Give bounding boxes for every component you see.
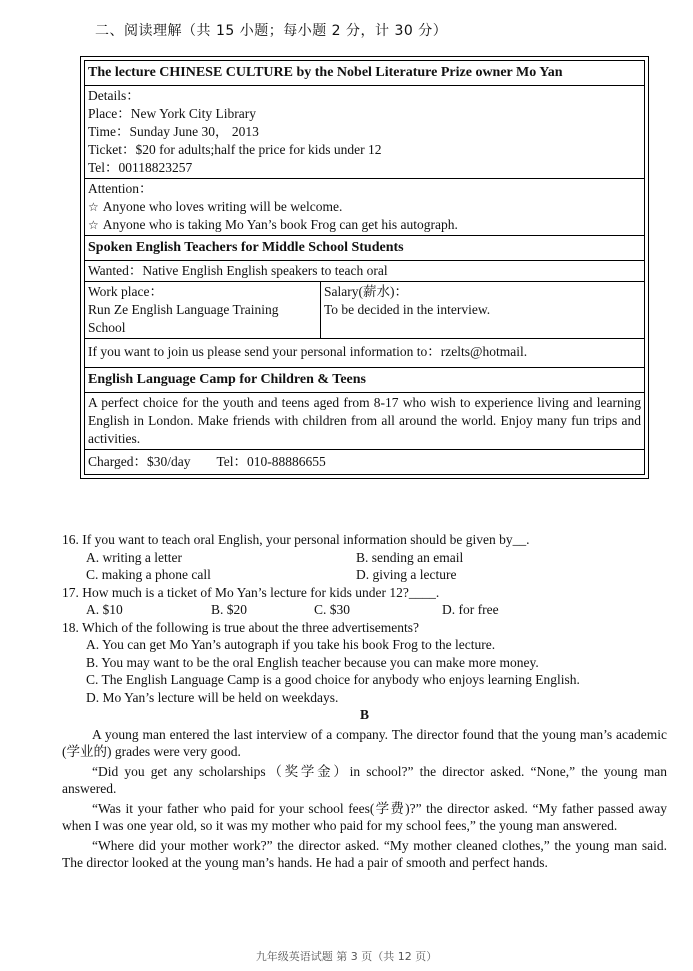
ad3-description: A perfect choice for the youth and teens aged from 8-17 who wish to experience living and learning English in London. Make friends with children from all around the world. Enjoy many fun trips and activities. <box>85 393 644 450</box>
q18-option-b: B. You may want to be the oral English teacher because you can make more money. <box>86 654 539 670</box>
questions-section <box>62 531 667 874</box>
q17-options <box>62 601 667 619</box>
q17-option-d: D. for free <box>442 602 499 617</box>
ad1-details-label: Details： <box>88 88 140 103</box>
advertisements-box <box>80 56 649 479</box>
ad2-wanted: Wanted：Native English English speakers to teach oral <box>85 261 644 282</box>
ad3-title: English Language Camp for Children & Teens <box>85 368 644 393</box>
q18-option-d: D. Mo Yan’s lecture will be held on weekdays. <box>86 689 339 705</box>
q16-option-b: B. sending an email <box>356 549 464 565</box>
passage-b-label: B <box>359 707 369 722</box>
passage-paragraph: “Was it your father who paid for your school fees(学费)?” the director asked. “My father passed away when I was one year old, so it was my mother who paid for my school fees,” the young man answered. <box>62 800 667 833</box>
ad2-contact: If you want to join us please send your personal information to：rzelts@hotmail. <box>85 339 644 368</box>
ad2-title: Spoken English Teachers for Middle School Students <box>85 236 644 261</box>
ad2-salary: Salary(薪水)： To be decided in the interview. <box>324 284 491 317</box>
ad1-attention-item: ☆ Anyone who is taking Mo Yan’s book Frog can get his autograph. <box>88 217 458 232</box>
q17-stem: 17. How much is a ticket of Mo Yan’s lecture for kids under 12?____. <box>62 584 440 600</box>
q16-options-row1 <box>62 549 667 567</box>
ad1-details <box>85 86 644 179</box>
ad3-tel: Tel：010-88886655 <box>216 454 326 469</box>
passage-paragraph: “Did you get any scholarships（奖学金）in school?” the director asked. “None,” the young man answered. <box>62 763 667 796</box>
ad1-title: The lecture CHINESE CULTURE by the Nobel Literature Prize owner Mo Yan <box>85 61 644 86</box>
q18-option-c: C. The English Language Camp is a good choice for anybody who enjoys learning English. <box>86 672 580 687</box>
page-footer: 九年级英语试题 第 3 页（共 12 页） <box>255 950 438 963</box>
ad1-attention-label: Attention： <box>88 181 153 196</box>
q17-option-b: B. $20 <box>211 602 248 617</box>
q16-options-row2 <box>62 566 667 584</box>
advertisements-inner <box>84 60 645 475</box>
ad1-place: Place：New York City Library <box>88 106 256 121</box>
q16-option-d: D. giving a lecture <box>356 567 457 582</box>
star-icon: ☆ <box>88 218 99 232</box>
ad1-tel: Tel：00118823257 <box>88 160 193 175</box>
q16-stem: 16. If you want to teach oral English, your personal information should be given by__. <box>62 532 530 547</box>
passage-paragraph: “Where did your mother work?” the director asked. “My mother cleaned clothes,” the young man said. The director looked at the young man’s hands. He had a pair of smooth and perfect hands. <box>62 837 667 870</box>
passage-paragraph: A young man entered the last interview of a company. The director found that the young man’s academic (学业的) grades were very good. <box>62 726 667 759</box>
ad1-attention-item: ☆ Anyone who loves writing will be welcome. <box>88 199 343 214</box>
ad1-attention <box>85 179 644 236</box>
q18-stem: 18. Which of the following is true about the three advertisements? <box>62 619 420 635</box>
ad2-details <box>85 282 644 339</box>
star-icon: ☆ <box>88 200 99 214</box>
q18-option-a: A. You can get Mo Yan’s autograph if you take his book Frog to the lecture. <box>86 637 496 652</box>
q17-option-a: A. $10 <box>86 602 123 617</box>
ad1-time: Time：Sunday June 30， 2013 <box>88 124 259 139</box>
q16-option-a: A. writing a letter <box>86 549 182 565</box>
q16-option-c: C. making a phone call <box>86 567 211 582</box>
ad2-work-place: Work place： Run Ze English Language Training School <box>85 282 321 338</box>
ad3-contact <box>85 450 644 474</box>
section-title: 二、阅读理解（共 15 小题；每小题 2 分，计 30 分） <box>95 23 448 39</box>
q17-option-c: C. $30 <box>314 602 351 617</box>
ad1-ticket: Ticket：$20 for adults;half the price for kids under 12 <box>88 142 382 157</box>
ad3-charged: Charged：$30/day <box>88 454 191 469</box>
